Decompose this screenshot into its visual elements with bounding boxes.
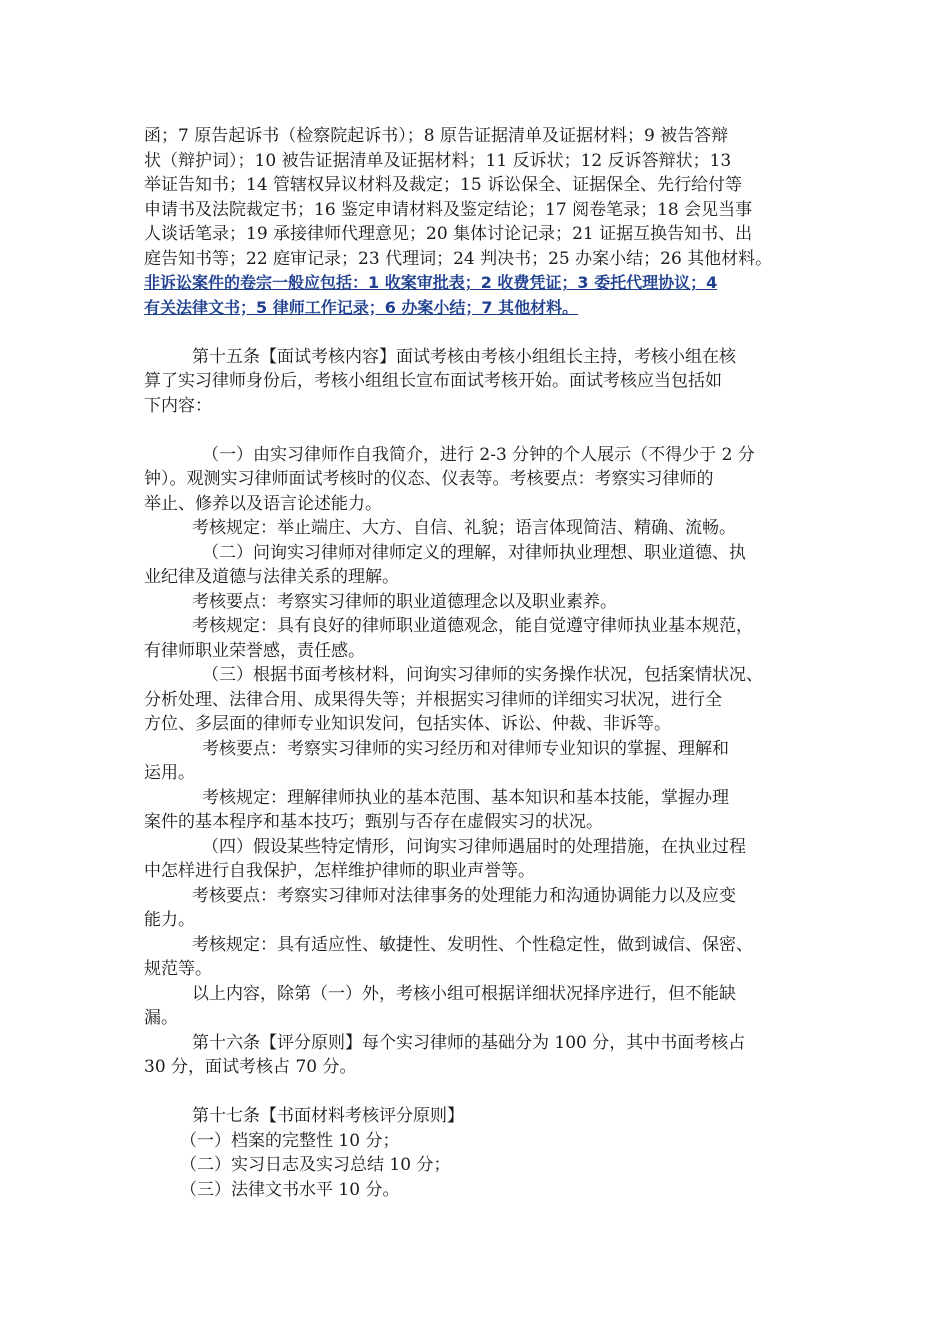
text-line: 案件的基本程序和基本技巧；甄别与否存在虚假实习的状况。 bbox=[144, 812, 603, 832]
list-item: （一）档案的完整性 10 分； bbox=[180, 1130, 400, 1151]
text-line: 30 分，面试考核占 70 分。 bbox=[144, 1057, 357, 1077]
text-line: （二）问询实习律师对律师定义的理解，对律师执业理想、职业道德、执 bbox=[202, 542, 746, 563]
text-line: 业纪律及道德与法律关系的理解。 bbox=[144, 567, 399, 587]
text-line: 人谈话笔录；19 承接律师代理意见；20 集体讨论记录；21 证据互换告知书、出 bbox=[144, 224, 753, 244]
text-line: 考核规定：具有良好的律师职业道德观念，能自觉遵守律师执业基本规范， bbox=[192, 616, 753, 636]
text-line: 考核规定：具有适应性、敏捷性、发明性、个性稳定性，做到诚信、保密、 bbox=[192, 934, 753, 955]
highlighted-text-line: 有关法律文书；5 律师工作记录；6 办案小结；7 其他材料。 bbox=[144, 297, 579, 317]
text-line: 举证告知书；14 管辖权异议材料及裁定；15 诉讼保全、证据保全、先行给付等 bbox=[144, 175, 743, 195]
text-line: 考核规定：理解律师执业的基本范围、基本知识和基本技能，掌握办理 bbox=[202, 787, 729, 808]
text-line: 分析处理、法律合用、成果得失等；并根据实习律师的详细实习状况，进行全 bbox=[144, 689, 722, 710]
article-heading: 第十七条【书面材料考核评分原则】 bbox=[192, 1106, 464, 1126]
text-line: 规范等。 bbox=[144, 959, 212, 979]
text-line: 举止、修养以及语言论述能力。 bbox=[144, 493, 382, 514]
text-line: 申请书及法院裁定书；16 鉴定申请材料及鉴定结论；17 阅卷笔录；18 会见当事 bbox=[144, 199, 753, 220]
text-line: 考核要点：考察实习律师的职业道德理念以及职业素养。 bbox=[192, 591, 617, 612]
document-page bbox=[144, 124, 816, 1202]
text-line: 函；7 原告起诉书（检察院起诉书）；8 原告证据清单及证据材料；9 被告答辩 bbox=[144, 126, 729, 146]
article-heading: 第十六条【评分原则】每个实习律师的基础分为 100 分，其中书面考核占 bbox=[192, 1032, 746, 1053]
text-line: 运用。 bbox=[144, 763, 195, 783]
list-item: （三）法律文书水平 10 分。 bbox=[180, 1179, 400, 1200]
text-line: （三）根据书面考核材料，问询实习律师的实务操作状况，包括案情状况、 bbox=[202, 665, 763, 685]
text-line: 庭告知书等；22 庭审记录；23 代理词；24 判决书；25 办案小结；26 其他材料。 bbox=[144, 248, 773, 269]
text-line: 有律师职业荣誉感，责任感。 bbox=[144, 640, 365, 661]
text-line: （一）由实习律师作自我简介，进行 2-3 分钟的个人展示（不得少于 2 分 bbox=[202, 444, 755, 465]
article-heading: 第十五条【面试考核内容】面试考核由考核小组组长主持，考核小组在核 bbox=[192, 346, 736, 367]
list-item: （二）实习日志及实习总结 10 分； bbox=[180, 1155, 451, 1175]
text-line: 考核规定：举止端庄、大方、自信、礼貌；语言体现简洁、精确、流畅。 bbox=[192, 518, 736, 538]
text-line: 漏。 bbox=[144, 1008, 178, 1028]
text-line: 方位、多层面的律师专业知识发问，包括实体、诉讼、仲裁、非诉等。 bbox=[144, 714, 671, 734]
text-line: （四）假设某些特定情形，问询实习律师遇届时的处理措施，在执业过程 bbox=[202, 836, 746, 857]
text-line: 钟）。观测实习律师面试考核时的仪态、仪表等。考核要点：考察实习律师的 bbox=[144, 469, 714, 489]
text-line: 中怎样进行自我保护，怎样维护律师的职业声誉等。 bbox=[144, 861, 535, 881]
text-line: 能力。 bbox=[144, 910, 195, 930]
text-line: 算了实习律师身份后，考核小组组长宣布面试考核开始。面试考核应当包括如 bbox=[144, 371, 722, 391]
text-line: 状（辩护词）；10 被告证据清单及证据材料；11 反诉状；12 反诉答辩状；13 bbox=[144, 150, 732, 171]
text-line: 考核要点：考察实习律师对法律事务的处理能力和沟通协调能力以及应变 bbox=[192, 885, 736, 906]
highlighted-text-line: 非诉讼案件的卷宗一般应包括：1 收案审批表；2 收费凭证；3 委托代理协议；4 bbox=[144, 273, 718, 292]
text-line: 考核要点：考察实习律师的实习经历和对律师专业知识的掌握、理解和 bbox=[202, 738, 729, 759]
text-line: 以上内容，除第（一）外，考核小组可根据详细状况择序进行，但不能缺 bbox=[192, 983, 736, 1004]
text-line: 下内容： bbox=[144, 395, 212, 416]
